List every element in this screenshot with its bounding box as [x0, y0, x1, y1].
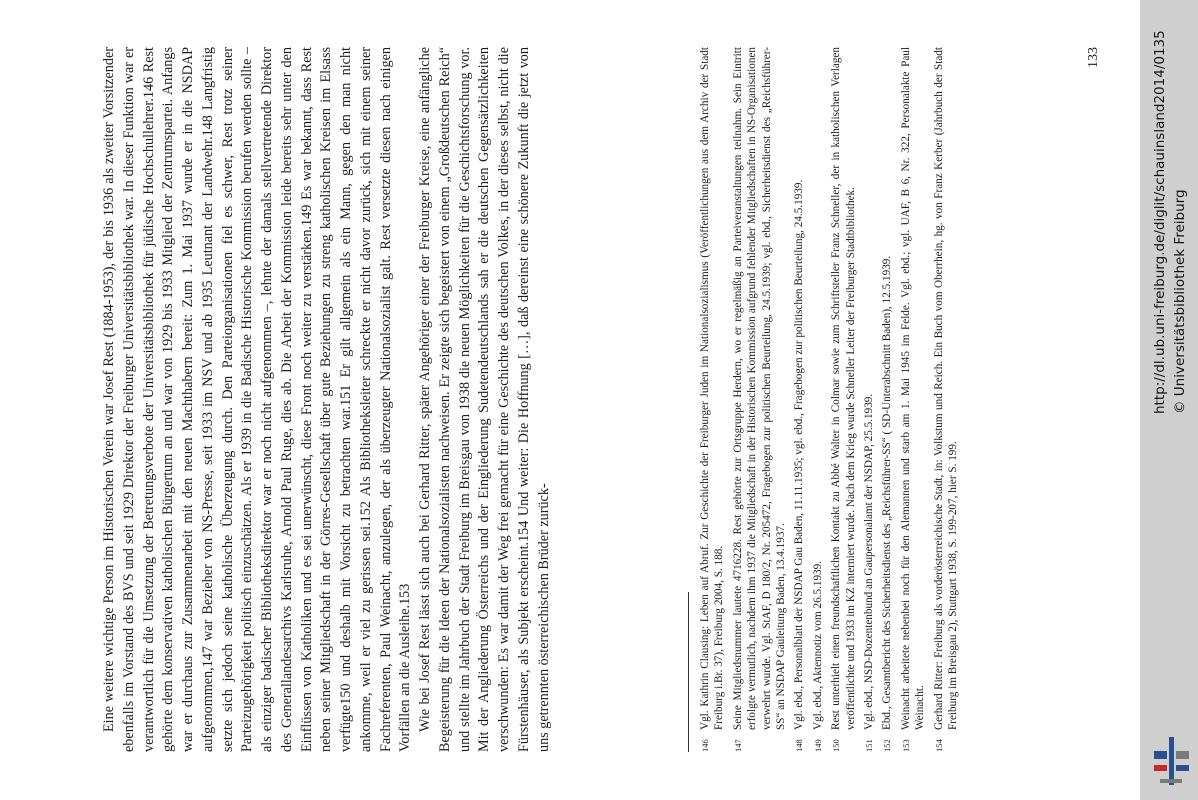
footnote: [862, 47, 876, 752]
footnote: [811, 47, 825, 752]
document-page: [80, 27, 1198, 772]
footnote-text: Vgl. ebd., Aktennotiz vom 26.5.1939.: [811, 560, 824, 730]
footnote-number: 153: [900, 739, 911, 752]
footnote-number: 150: [831, 739, 842, 752]
repository-sidebar: [1140, 0, 1198, 800]
ub-freiburg-logo-icon: [1150, 735, 1192, 791]
footnote-number: 154: [933, 739, 944, 752]
footnote-text: Weinacht arbeitete nebenbei noch für den Alemannen und starb am 1. Mai 1945 im Felde. Vgl. ebd.; vgl. UAF, B 6, Nr. 322, Personalakte Paul Weinacht.: [899, 47, 927, 730]
footnote-number: 146: [700, 739, 710, 752]
body-paragraph: Wie bei Josef Rest lässt sich auch bei Gerhard Ritter, später Angehöriger einer der Freiburger Kreise, eine anfängliche Begeisterung für die Ideen der Nationalsozialisten nachweisen. Er zeigte sich begeistert von einem „Großdeutschen Reich“ und stellte im Jahrbuch der Stadt Freiburg im Breisgau von 1938 die neuen Möglichkeiten für die Geschichtsforschung vor. Mit der Angliederung Österreichs und der Eingliederung Sudetendeutschlands sah er die deutschen Gegensätzlichkeiten verschwunden: Es war damit der Weg frei gemacht für eine Geschichte des deutschen Volkes, in der dieses selbst, nicht die Fürstenhäuser, als Subjekt erscheint.154 Und weiter: Die Hoffnung […], daß dereinst eine schönere Zukunft die jetzt von uns getrennten österreichischen Brüder zurück-: [417, 47, 552, 752]
footnote-text: Rest unterhielt einen freundschaftlichen Kontakt zu Abbé Walter in Colmar sowie zum Schriftsteller Franz Schneller, der in katholischen Verlagen veröffentlichte und 1933 im KZ interniert wurde. Nach dem Krieg wurde Schneller Leiter der Freiburger Stadtbibliothek.: [830, 47, 857, 730]
footnote-number: 148: [794, 739, 805, 752]
footnote-number: 152: [882, 739, 893, 752]
footnote: [731, 47, 789, 752]
footnote: [698, 47, 727, 752]
footnote: [899, 47, 928, 752]
footnote-text: Gerhard Ritter: Freiburg als vorderösterreichische Stadt, in: Volkstum und Reich. Ein Buch vom Oberrhein, hg. von Franz Kerber (Jahrbuch der Stadt Freiburg im Breisgau 2), Stuttgart 1938, S. 199-207, hier S. 199.: [932, 47, 960, 730]
footnote-number: 149: [812, 739, 823, 752]
footnote: [829, 47, 858, 752]
body-text: [100, 47, 554, 752]
footnote: [880, 47, 894, 752]
copyright-notice: © Universitätsbibliothek Freiburg: [1172, 189, 1188, 414]
footnote-number: 151: [864, 739, 875, 752]
footnotes: [698, 47, 965, 752]
source-url-link[interactable]: http://dl.ub.uni-freiburg.de/diglit/schauinsland2014/0135: [1152, 30, 1168, 414]
footnote-text: Seine Mitgliedsnummer lautete 4716228. Rest gehörte zur Ortsgruppe Herdern, wo er regelmäßig an Parteiveranstaltungen teilnahm. Sein Eintritt erfolgte vermutlich, nachdem ihm 1937 die Mitgliedschaft in der Historischen Kommission aufgrund fehlender Mitgliedschaften in NS-Organisationen verwehrt wurde. Vgl. StAF, D 180/2, Nr. 205472, Fragebogen zur politischen Beurteilung, 24.5.1939; vgl. ebd., Sicherheitsdienst des „Reichsführer-SS“ an NSDAP Gauleitung Baden, 13.4.1937.: [731, 47, 788, 730]
footnote-text: Ebd., Gesamtbericht des Sicherheitsdienst des „Reichsführer-SS“ ( SD-Unterabschnitt Baden), 12.5.1939.: [881, 255, 894, 730]
footnote-number: 147: [732, 739, 743, 752]
body-paragraph: Eine weitere wichtige Person im Historischen Verein war Josef Rest (1884-1953), der bis 1936 als zweiter Vorsitzender ebenfalls im Vorstand des BVS und seit 1929 Direktor der Freiburger Universitätsbibliothek war. In dieser Funktion war er verantwortlich für die Umsetzung der Betretungsverbote der Universitätsbibliothek für jüdische Hochschullehrer.146 Rest gehörte dem konservativen katholischen Bürgertum an und war von 1929 bis 1933 Mitglied der Zentrumspartei. Anfangs war er durchaus zur Zusammenarbeit mit den neuen Machthabern bereit: Zum 1. Mai 1937 wurde er in die NSDAP aufgenommen,147 war Bezieher von NS-Presse, seit 1933 im NSV und ab 1935 Leutnant der Landwehr.148 Langfristig setzte sich jedoch seine katholische Überzeugung durch. Den Parteiorganisationen fiel es schwer, Rest trotz seiner Parteizugehörigkeit politisch einzuschätzen. Als er 1939 in die Badische Historische Kommission berufen werden sollte – als einziger badischer Bibliotheksdirektor war er noch nicht aufgenommen –, lehnte der damals stellvertretende Direktor des Generallandesarchivs Karlsruhe, Arnold Paul Ruge, dies ab. Die Arbeit der Kommission leide bereits sehr unter den Einflüssen von Katholiken und es sei unerwünscht, diese Front noch weiter zu verstärken.149 Es war bekannt, dass Rest neben seiner Mitgliedschaft in der Görres-Gesellschaft über gute Beziehungen zu streng katholischen Kreisen im Elsass verfügte150 und deshalb mit Vorsicht zu betrachten war.151 Er gilt allgemein als ein Mann, gegen den man nicht ankomme, weil er viel zu gerissen sei.152 Als Bibliotheksleiter schreckte er nicht davor zurück, sich mit einem seiner Fachreferenten, Paul Weinacht, anzulegen, der als überzeugter Nationalsozialist galt. Rest versetzte diesen nach einigen Vorfällen an die Ausleihe.153: [101, 47, 414, 752]
footnote-text: Vgl. Kathrin Clausing: Leben auf Abruf. Zur Geschichte der Freiburger Juden im Nationalsozialismus (Veröffentlichungen aus dem Archiv der Stadt Freiburg i.Br. 37), Freiburg 2004, S. 188.: [699, 47, 726, 730]
footnote-text: Vgl. ebd., Personalblatt der NSDAP Gau Baden, 11.11.1935; vgl. ebd., Fragebogen zur politischen Beurteilung, 24.5.1939.: [793, 179, 806, 730]
page-number: 133: [1086, 47, 1101, 68]
footnote-separator: [688, 592, 689, 752]
sidebar-text: [1140, 0, 1198, 800]
footnote-text: Vgl. ebd., NSD-Dozentenbund an Gaupersonalamt der NSDAP, 25.5.1939.: [863, 393, 876, 730]
footnote: [932, 47, 961, 752]
footnote: [792, 47, 806, 752]
